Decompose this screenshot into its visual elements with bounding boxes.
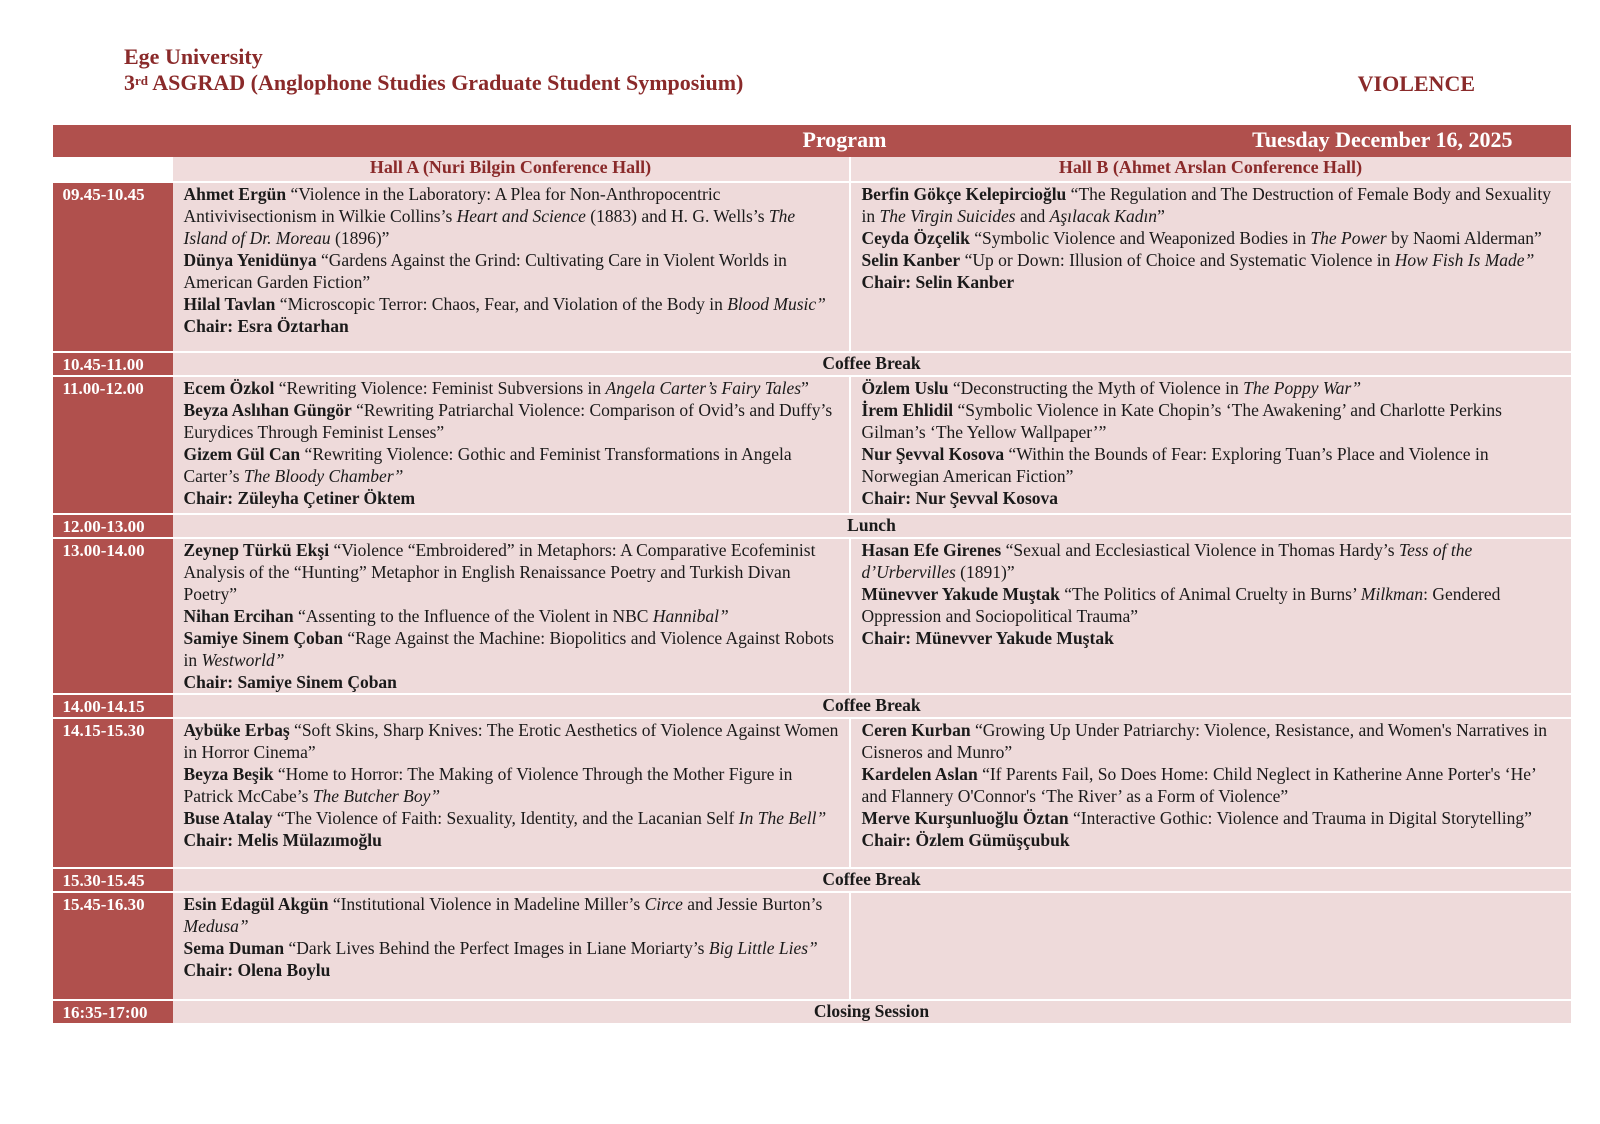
paper-title: “Rage Against the Machine: Biopolitics and Violence Against Robots in: [183, 628, 834, 670]
hall-b-session: [850, 538, 1571, 694]
paper-title: “Growing Up Under Patriarchy: Violence, Resistance, and Women's Narratives in Cisneros and Munro”: [861, 720, 1547, 762]
time-slot: 16:35-17:00: [53, 1000, 173, 1023]
work-title: The Virgin Suicides: [879, 206, 1016, 226]
hall-a-header: Hall A (Nuri Bilgin Conference Hall): [173, 157, 850, 182]
paper-title: “Deconstructing the Myth of Violence in: [948, 378, 1244, 398]
paper-title: “Rewriting Patriarchal Violence: Comparison of Ovid’s and Duffy’s Eurydices Through Feminist Lenses”: [183, 400, 833, 442]
paper-title: (1891)”: [955, 562, 1015, 582]
presentation: [184, 377, 841, 399]
presenter-name: Aybüke Erbaş: [183, 720, 290, 740]
presenter-name: Dünya Yenidünya: [183, 250, 317, 270]
hall-b-session: [850, 376, 1571, 514]
presentation: [862, 539, 1563, 583]
time-slot: 13.00-14.00: [53, 538, 173, 694]
presenter-name: Sema Duman: [183, 938, 285, 958]
session-chair: Chair: Nur Şevval Kosova: [861, 488, 1059, 508]
paper-title: ”: [801, 378, 809, 398]
presentation: [184, 763, 841, 807]
break-row: [53, 1000, 1571, 1023]
break-row: [53, 868, 1571, 892]
symposium-title: 3rd ASGRAD (Anglophone Studies Graduate Student Symposium): [124, 70, 744, 95]
presentation: [862, 763, 1563, 807]
work-title: Medusa”: [183, 916, 249, 936]
paper-title: “Up or Down: Illusion of Choice and Systematic Violence in: [960, 250, 1395, 270]
session-chair: Chair: Melis Mülazımoğlu: [183, 830, 382, 850]
time-slot: 11.00-12.00: [53, 376, 173, 514]
presenter-name: Esin Edagül Akgün: [183, 894, 329, 914]
presenter-name: Ecem Özkol: [183, 378, 275, 398]
presentation: [862, 183, 1563, 227]
presentation: [184, 893, 841, 937]
work-title: Hannibal”: [652, 606, 729, 626]
presentation: [184, 249, 841, 293]
paper-title: “Institutional Violence in Madeline Miller’s: [328, 894, 645, 914]
hall-b-session: [850, 892, 1571, 1000]
presentation: [184, 627, 841, 671]
break-row: [53, 352, 1571, 376]
session-row: [53, 182, 1571, 352]
paper-title: “Home to Horror: The Making of Violence Through the Mother Figure in Patrick McCabe’s: [183, 764, 793, 806]
work-title: The Poppy War”: [1243, 378, 1362, 398]
hall-a-session: [173, 376, 850, 514]
presentation: [862, 227, 1563, 249]
presentation: [184, 399, 841, 443]
presentation: [184, 605, 841, 627]
paper-title: “Symbolic Violence and Weaponized Bodies in: [969, 228, 1311, 248]
program-title: Program: [802, 127, 887, 152]
presenter-name: Hilal Tavlan: [183, 294, 276, 314]
break-label: Lunch: [173, 514, 1571, 538]
paper-title: “Within the Bounds of Fear: Exploring Tuan’s Place and Violence in Norwegian American Fiction”: [861, 444, 1489, 486]
presenter-name: Hasan Efe Girenes: [861, 540, 1002, 560]
session-chair: Chair: Esra Öztarhan: [183, 316, 349, 336]
presenter-name: Beyza Aslıhan Güngör: [183, 400, 352, 420]
presenter-name: Berfin Gökçe Kelepircioğlu: [861, 184, 1067, 204]
hall-a-session: [173, 718, 850, 868]
paper-title: “Rewriting Violence: Gothic and Feminist Transformations in Angela Carter’s: [183, 444, 792, 486]
presenter-name: Gizem Gül Can: [183, 444, 301, 464]
paper-title: “Sexual and Ecclesiastical Violence in Thomas Hardy’s: [1001, 540, 1399, 560]
work-title: Heart and Science: [456, 206, 586, 226]
work-title: Aşılacak Kadın: [1049, 206, 1158, 226]
break-label: Coffee Break: [173, 868, 1571, 892]
hall-a-session: [173, 538, 850, 694]
paper-title: “Violence “Embroidered” in Metaphors: A Comparative Ecofeminist Analysis of the “Hunting” Metaphor in English Renaissance Poetry and Turkish Divan Poetry”: [183, 540, 816, 604]
work-title: The Bloody Chamber”: [243, 466, 404, 486]
time-slot: 15.30-15.45: [53, 868, 173, 892]
presenter-name: Ceren Kurban: [861, 720, 971, 740]
time-slot: 15.45-16.30: [53, 892, 173, 1000]
presenter-name: Buse Atalay: [183, 808, 273, 828]
work-title: Circe: [644, 894, 683, 914]
paper-title: “Assenting to the Influence of the Violent in NBC: [293, 606, 653, 626]
presenter-name: Nihan Ercihan: [183, 606, 294, 626]
presentation: [862, 377, 1563, 399]
presenter-name: Nur Şevval Kosova: [861, 444, 1005, 464]
session-row: [53, 376, 1571, 514]
break-label: Coffee Break: [173, 694, 1571, 718]
session-chair: Chair: Selin Kanber: [861, 272, 1015, 292]
presentation: [184, 937, 841, 959]
presenter-name: Münevver Yakude Muştak: [861, 584, 1060, 604]
presentation: [862, 443, 1563, 487]
work-title: The Power: [1310, 228, 1387, 248]
university-name: Ege University: [124, 44, 263, 69]
hall-a-session: [173, 182, 850, 352]
session-chair: Chair: Özlem Gümüşçubuk: [861, 830, 1070, 850]
presenter-name: Merve Kurşunluoğlu Öztan: [861, 808, 1069, 828]
session-chair: Chair: Samiye Sinem Çoban: [183, 672, 397, 692]
presentation: [184, 539, 841, 605]
work-title: Blood Music”: [727, 294, 826, 314]
work-title: The Butcher Boy”: [312, 786, 441, 806]
work-title: In The Bell”: [738, 808, 827, 828]
work-title: Tess of the d’Urbervilles: [861, 540, 1473, 582]
presentation: [862, 583, 1563, 627]
presentation: [862, 249, 1563, 271]
time-slot: 14.00-14.15: [53, 694, 173, 718]
work-title: Angela Carter’s Fairy Tales: [605, 378, 802, 398]
time-slot: 14.15-15.30: [53, 718, 173, 868]
presenter-name: Ceyda Özçelik: [861, 228, 970, 248]
paper-title: “Interactive Gothic: Violence and Trauma in Digital Storytelling”: [1068, 808, 1532, 828]
paper-title: “The Regulation and The Destruction of Female Body and Sexuality in: [861, 184, 1551, 226]
presenter-name: Ahmet Ergün: [183, 184, 287, 204]
presenter-name: İrem Ehlidil: [861, 400, 954, 420]
paper-title: “Symbolic Violence in Kate Chopin’s ‘The Awakening’ and Charlotte Perkins Gilman’s ‘The Yellow Wallpaper’”: [861, 400, 1502, 442]
paper-title: “The Politics of Animal Cruelty in Burns’: [1059, 584, 1361, 604]
document-header: [124, 44, 743, 96]
presenter-name: Selin Kanber: [861, 250, 961, 270]
paper-title: : Gendered Oppression and Sociopolitical Trauma”: [861, 584, 1501, 626]
presentation: [184, 293, 841, 315]
program-table: [52, 125, 1571, 1023]
paper-title: (1883) and H. G. Wells’s: [585, 206, 769, 226]
time-slot: 12.00-13.00: [53, 514, 173, 538]
paper-title: by Naomi Alderman”: [1386, 228, 1542, 248]
break-row: [53, 514, 1571, 538]
hall-b-session: [850, 182, 1571, 352]
paper-title: “Microscopic Terror: Chaos, Fear, and Violation of the Body in: [275, 294, 728, 314]
paper-title: “The Violence of Faith: Sexuality, Identity, and the Lacanian Self: [272, 808, 739, 828]
break-label: Closing Session: [173, 1000, 1571, 1023]
program-title-bar: [53, 125, 1571, 157]
presentation: [184, 183, 841, 249]
paper-title: “Violence in the Laboratory: A Plea for Non-Anthropocentric Antivivisectionism in Wilkie Collins’s: [183, 184, 721, 226]
session-row: [53, 718, 1571, 868]
session-chair: Chair: Züleyha Çetiner Öktem: [183, 488, 416, 508]
paper-title: ”: [1157, 206, 1165, 226]
symposium-theme: VIOLENCE: [1357, 71, 1475, 96]
paper-title: “Rewriting Violence: Feminist Subversions in: [274, 378, 606, 398]
hall-a-session: [173, 892, 850, 1000]
presenter-name: Kardelen Aslan: [861, 764, 978, 784]
paper-title: (1896)”: [330, 228, 390, 248]
hall-b-header: Hall B (Ahmet Arslan Conference Hall): [850, 157, 1571, 182]
break-label: Coffee Break: [173, 352, 1571, 376]
presentation: [862, 807, 1563, 829]
presentation: [184, 719, 841, 763]
paper-title: “Dark Lives Behind the Perfect Images in Liane Moriarty’s: [284, 938, 709, 958]
presentation: [184, 807, 841, 829]
session-row: [53, 538, 1571, 694]
work-title: Westworld”: [201, 650, 285, 670]
time-slot: 09.45-10.45: [53, 182, 173, 352]
presenter-name: Samiye Sinem Çoban: [183, 628, 343, 648]
work-title: The Island of Dr. Moreau: [183, 206, 796, 248]
paper-title: and: [1015, 206, 1050, 226]
work-title: Milkman: [1360, 584, 1424, 604]
presenter-name: Zeynep Türkü Ekşi: [183, 540, 330, 560]
work-title: Big Little Lies”: [708, 938, 818, 958]
time-slot: 10.45-11.00: [53, 352, 173, 376]
program-date: Tuesday December 16, 2025: [1252, 127, 1513, 152]
hall-header-row: [53, 157, 1571, 182]
session-row: [53, 892, 1571, 1000]
work-title: How Fish Is Made”: [1394, 250, 1535, 270]
paper-title: and Jessie Burton’s: [682, 894, 823, 914]
paper-title: “Gardens Against the Grind: Cultivating Care in Violent Worlds in American Garden Fiction”: [183, 250, 787, 292]
presentation: [862, 399, 1563, 443]
session-chair: Chair: Münevver Yakude Muştak: [861, 628, 1114, 648]
presenter-name: Beyza Beşik: [183, 764, 274, 784]
presentation: [184, 443, 841, 487]
presenter-name: Özlem Uslu: [861, 378, 949, 398]
presentation: [862, 719, 1563, 763]
session-chair: Chair: Olena Boylu: [183, 960, 331, 980]
paper-title: “Soft Skins, Sharp Knives: The Erotic Aesthetics of Violence Against Women in Horror Cinema”: [183, 720, 839, 762]
hall-b-session: [850, 718, 1571, 868]
paper-title: “If Parents Fail, So Does Home: Child Neglect in Katherine Anne Porter's ‘He’ and Flannery O'Connor's ‘The River’ as a Form of Violence”: [861, 764, 1536, 806]
break-row: [53, 694, 1571, 718]
